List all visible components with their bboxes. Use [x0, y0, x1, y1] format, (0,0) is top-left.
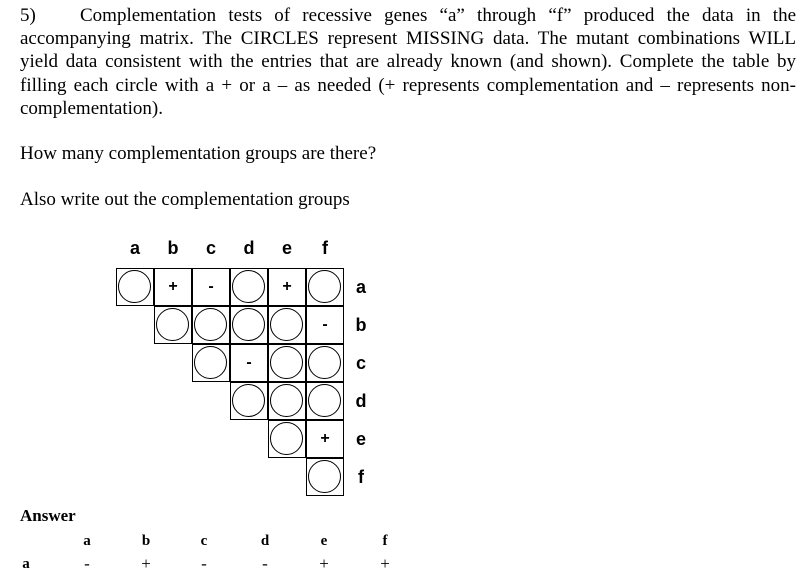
- matrix-cell-value: -: [322, 316, 328, 333]
- circle-icon: [270, 422, 303, 455]
- answer-title: Answer: [20, 506, 76, 525]
- matrix-cell: [154, 268, 192, 306]
- missing-data-circle[interactable]: [268, 344, 306, 382]
- circle-icon: [156, 308, 189, 341]
- answer-row-label: a: [22, 556, 30, 572]
- matrix-row-label-e: e: [355, 428, 366, 449]
- matrix-cell-value: +: [168, 278, 178, 295]
- matrix-col-header-a: a: [129, 238, 140, 258]
- matrix-cell: [306, 306, 344, 344]
- missing-data-circle[interactable]: [230, 306, 268, 344]
- prompt-complementation-groups: Also write out the complementation groups: [20, 189, 350, 210]
- answer-col-header-d: d: [260, 533, 270, 549]
- circle-icon: [308, 270, 341, 303]
- matrix-row-label-a: a: [355, 276, 366, 297]
- question-paragraph: [20, 4, 796, 120]
- circle-icon: [232, 270, 265, 303]
- missing-data-circle[interactable]: [268, 420, 306, 458]
- missing-data-circle[interactable]: [306, 382, 344, 420]
- answer-cell: -: [262, 554, 268, 573]
- circle-icon: [308, 346, 341, 379]
- answer-cell: +: [380, 554, 390, 573]
- matrix-col-header-c: c: [205, 238, 216, 258]
- answer-col-header-e: e: [320, 533, 328, 549]
- matrix-row-label-d: d: [355, 390, 367, 411]
- circle-icon: [194, 308, 227, 341]
- circle-icon: [232, 308, 265, 341]
- matrix-col-header-d: d: [243, 238, 255, 258]
- matrix-cell: [306, 420, 344, 458]
- circle-icon: [270, 346, 303, 379]
- missing-data-circle[interactable]: [192, 306, 230, 344]
- answer-cell: +: [319, 554, 329, 573]
- answer-col-header-a: a: [83, 533, 91, 549]
- answer-col-header-c: c: [200, 533, 208, 549]
- question-text: Complementation tests of recessive genes “a” through “f” produced the data in the accompanying matrix. The CIRCLES represent MISSING data. The mutant combinations WILL yield data consistent with the entries that are already known (and shown). Complete the table by filling each circle with a + or a – as needed (+ represents complementation and – represents non-complementation).: [20, 5, 796, 119]
- matrix-col-header-e: e: [281, 238, 292, 258]
- missing-data-circle[interactable]: [306, 344, 344, 382]
- matrix-cell-value: +: [282, 278, 292, 295]
- missing-data-circle[interactable]: [268, 306, 306, 344]
- matrix-row-label-b: b: [355, 314, 367, 335]
- missing-data-circle[interactable]: [268, 382, 306, 420]
- missing-data-circle[interactable]: [306, 268, 344, 306]
- missing-data-circle[interactable]: [116, 268, 154, 306]
- missing-data-circle[interactable]: [230, 382, 268, 420]
- circle-icon: [308, 384, 341, 417]
- missing-data-circle[interactable]: [192, 344, 230, 382]
- missing-data-circle[interactable]: [230, 268, 268, 306]
- answer-cell: +: [141, 554, 151, 573]
- missing-data-circle[interactable]: [154, 306, 192, 344]
- matrix-cell: [268, 268, 306, 306]
- missing-data-circle[interactable]: [306, 458, 344, 496]
- answer-cell: -: [201, 554, 207, 573]
- circle-icon: [270, 308, 303, 341]
- question-number: 5): [20, 5, 36, 26]
- matrix-cell: [230, 344, 268, 382]
- matrix-cell: [192, 268, 230, 306]
- matrix-cell-value: +: [320, 430, 330, 447]
- matrix-row-label-f: f: [358, 466, 364, 487]
- circle-icon: [232, 384, 265, 417]
- matrix-col-header-f: f: [322, 238, 328, 258]
- circle-icon: [118, 270, 151, 303]
- matrix-col-header-b: b: [167, 238, 179, 258]
- answer-col-header-b: b: [141, 533, 151, 549]
- circle-icon: [308, 460, 341, 493]
- matrix-row-label-c: c: [355, 352, 366, 373]
- circle-icon: [270, 384, 303, 417]
- prompt-complementation-count: How many complementation groups are there?: [20, 143, 377, 164]
- matrix-cell-value: -: [208, 278, 214, 295]
- answer-cell: -: [84, 554, 90, 573]
- matrix-cell-value: -: [246, 354, 252, 371]
- circle-icon: [194, 346, 227, 379]
- answer-col-header-f: f: [382, 533, 388, 549]
